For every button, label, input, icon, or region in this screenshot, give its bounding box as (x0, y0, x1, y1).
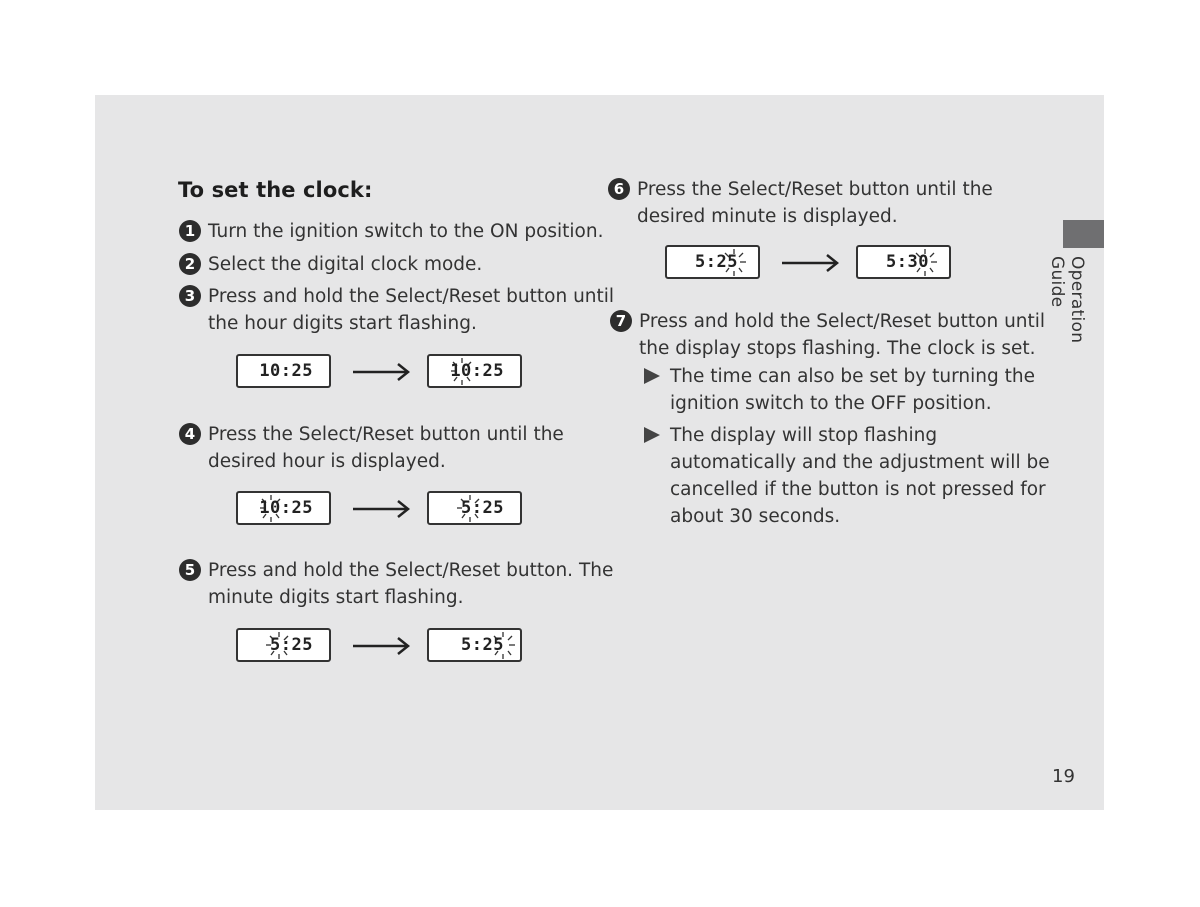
step-5 (184, 557, 614, 611)
step-text: Press and hold the Select/Reset button. The (208, 560, 614, 581)
step-number-icon: 4 (179, 423, 201, 445)
display-time: 10:25 (450, 361, 504, 381)
step-text: Select the digital clock mode. (208, 254, 483, 275)
display-time: 5:25 (461, 498, 504, 518)
right-arrow-icon (352, 636, 412, 656)
step-text: Press and hold the Select/Reset button until (639, 311, 1046, 332)
note-text: about 30 seconds. (670, 506, 841, 527)
step-text: Press the Select/Reset button until the (637, 179, 993, 200)
step-text: Press and hold the Select/Reset button until (208, 286, 615, 307)
note-text: automatically and the adjustment will be (670, 452, 1050, 473)
step-text: minute digits start flashing. (208, 587, 464, 608)
note-text: ignition switch to the OFF position. (670, 393, 992, 414)
step-number-icon: 1 (179, 220, 201, 242)
step-1 (184, 218, 604, 245)
step-text: the display stops flashing. The clock is set. (639, 338, 1036, 359)
display-time: 5:30 (886, 252, 929, 272)
step-2 (184, 251, 483, 278)
step-text: the hour digits start flashing. (208, 313, 477, 334)
section-heading: To set the clock: (178, 178, 373, 202)
display-time: 5:25 (695, 252, 738, 272)
triangle-bullet-icon (644, 427, 660, 443)
note-1 (670, 363, 1035, 417)
page-number: 19 (1052, 766, 1075, 787)
triangle-bullet-icon (644, 368, 660, 384)
step-number-icon: 6 (608, 178, 630, 200)
step-number-icon: 2 (179, 253, 201, 275)
right-arrow-icon (781, 253, 841, 273)
step-6 (613, 176, 993, 230)
step-text: desired minute is displayed. (637, 206, 898, 227)
clock-display-after (427, 628, 522, 662)
step-number-icon: 3 (179, 285, 201, 307)
clock-display-after (427, 354, 522, 388)
step-text: desired hour is displayed. (208, 451, 446, 472)
step-text: Turn the ignition switch to the ON position. (208, 221, 604, 242)
right-arrow-icon (352, 362, 412, 382)
clock-display-before (236, 491, 331, 525)
note-text: cancelled if the button is not pressed for (670, 479, 1046, 500)
clock-display-before (665, 245, 760, 279)
clock-display-before (236, 628, 331, 662)
display-time: 10:25 (259, 361, 313, 381)
right-arrow-icon (352, 499, 412, 519)
step-number-icon: 5 (179, 559, 201, 581)
clock-display-after (856, 245, 951, 279)
display-time: 10:25 (259, 498, 313, 518)
step-number-icon: 7 (610, 310, 632, 332)
step-7 (615, 308, 1046, 362)
step-text: Press the Select/Reset button until the (208, 424, 564, 445)
step-4 (184, 421, 564, 475)
section-side-label: Operation Guide (1047, 256, 1087, 344)
clock-display-before (236, 354, 331, 388)
note-text: The display will stop flashing (670, 425, 938, 446)
clock-display-after (427, 491, 522, 525)
step-3 (184, 283, 615, 337)
display-time: 5:25 (461, 635, 504, 655)
note-text: The time can also be set by turning the (670, 366, 1035, 387)
display-time: 5:25 (270, 635, 313, 655)
section-tab-marker (1063, 220, 1104, 248)
note-2 (670, 422, 1050, 530)
